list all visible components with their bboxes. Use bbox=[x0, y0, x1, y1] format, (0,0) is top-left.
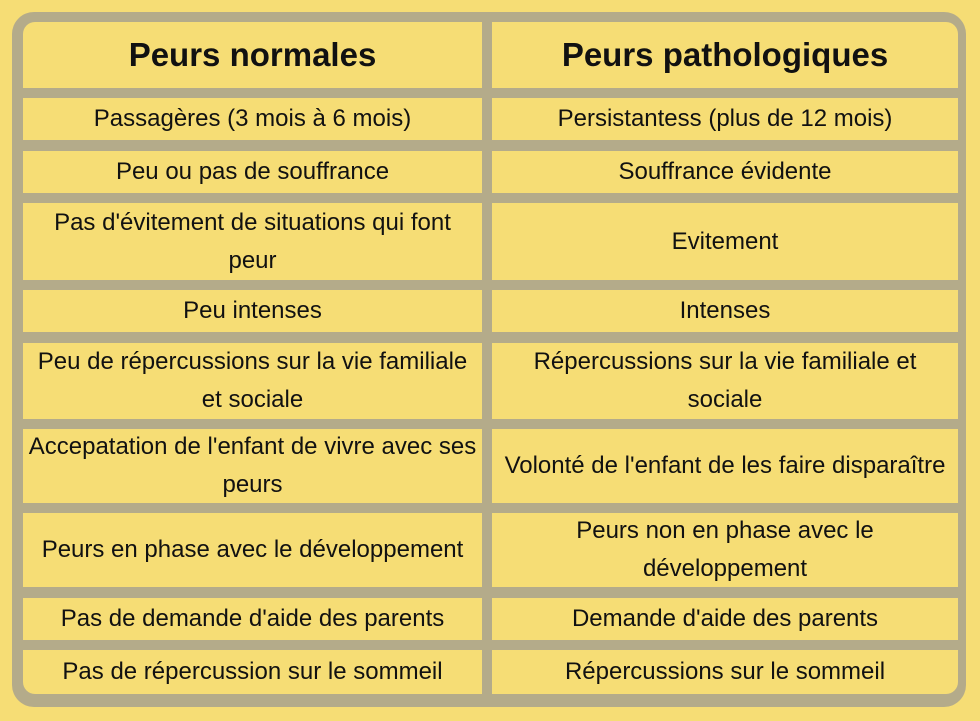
table-cell: Souffrance évidente bbox=[492, 151, 958, 193]
table-cell: Peu de répercussions sur la vie familiale et sociale bbox=[23, 343, 482, 419]
table-cell: Persistantess (plus de 12 mois) bbox=[492, 98, 958, 140]
table-cell: Passagères (3 mois à 6 mois) bbox=[23, 98, 482, 140]
table-cell: Accepatation de l'enfant de vivre avec ses peurs bbox=[23, 429, 482, 503]
table-cell: Répercussions sur le sommeil bbox=[492, 650, 958, 694]
table-cell: Répercussions sur la vie familiale et sociale bbox=[492, 343, 958, 419]
table-cell: Pas d'évitement de situations qui font peur bbox=[23, 203, 482, 280]
header-pathological-fears: Peurs pathologiques bbox=[492, 22, 958, 88]
table-cell: Pas de répercussion sur le sommeil bbox=[23, 650, 482, 694]
table-cell: Pas de demande d'aide des parents bbox=[23, 598, 482, 640]
table-cell: Peu intenses bbox=[23, 290, 482, 332]
table-cell: Demande d'aide des parents bbox=[492, 598, 958, 640]
table-cell: Peurs non en phase avec le développement bbox=[492, 513, 958, 587]
table-cell: Evitement bbox=[492, 203, 958, 280]
table-cell: Volonté de l'enfant de les faire disparaître bbox=[492, 429, 958, 503]
header-normal-fears: Peurs normales bbox=[23, 22, 482, 88]
table-cell: Intenses bbox=[492, 290, 958, 332]
table-cell: Peurs en phase avec le développement bbox=[23, 513, 482, 587]
table-cell: Peu ou pas de souffrance bbox=[23, 151, 482, 193]
